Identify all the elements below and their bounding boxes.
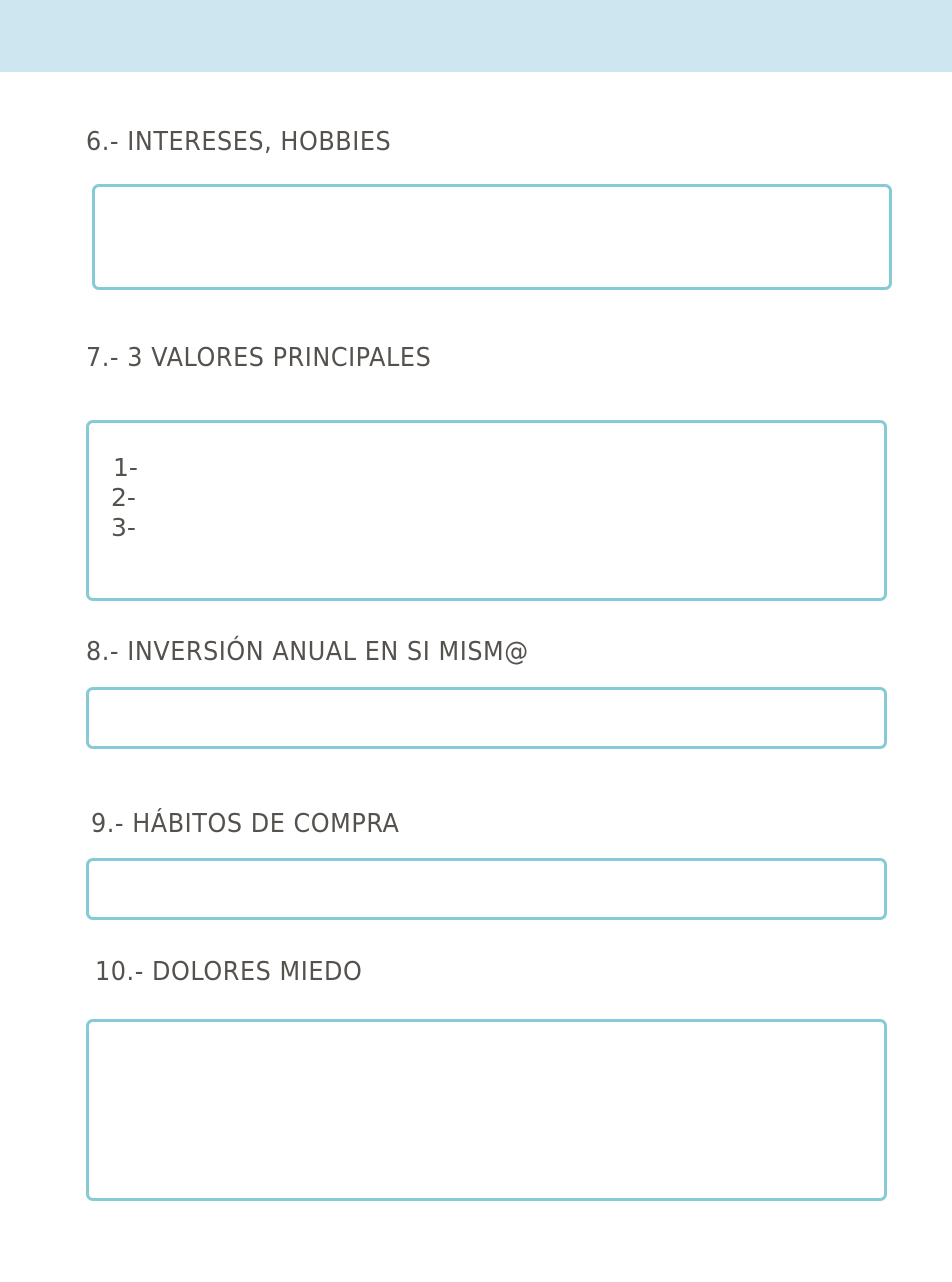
section-title-habitos-compra: 9.- HÁBITOS DE COMPRA: [91, 809, 400, 839]
section-title-valores-principales: 7.- 3 VALORES PRINCIPALES: [86, 343, 432, 373]
valor-item-3: 3-: [111, 513, 136, 542]
dolores-miedo-field[interactable]: [86, 1019, 887, 1201]
habitos-compra-field[interactable]: [86, 858, 887, 920]
section-title-inversion-anual: 8.- INVERSIÓN ANUAL EN SI MISM@: [86, 637, 529, 667]
section-title-dolores-miedo: 10.- DOLORES MIEDO: [95, 957, 363, 987]
valor-item-2: 2-: [111, 483, 136, 512]
inversion-anual-field[interactable]: [86, 687, 887, 749]
valor-item-1: 1-: [113, 453, 138, 482]
section-title-intereses-hobbies: 6.- INTERESES, HOBBIES: [86, 127, 392, 157]
header-band: [0, 0, 952, 72]
valores-principales-field[interactable]: [86, 420, 887, 601]
intereses-hobbies-field[interactable]: [92, 184, 892, 290]
